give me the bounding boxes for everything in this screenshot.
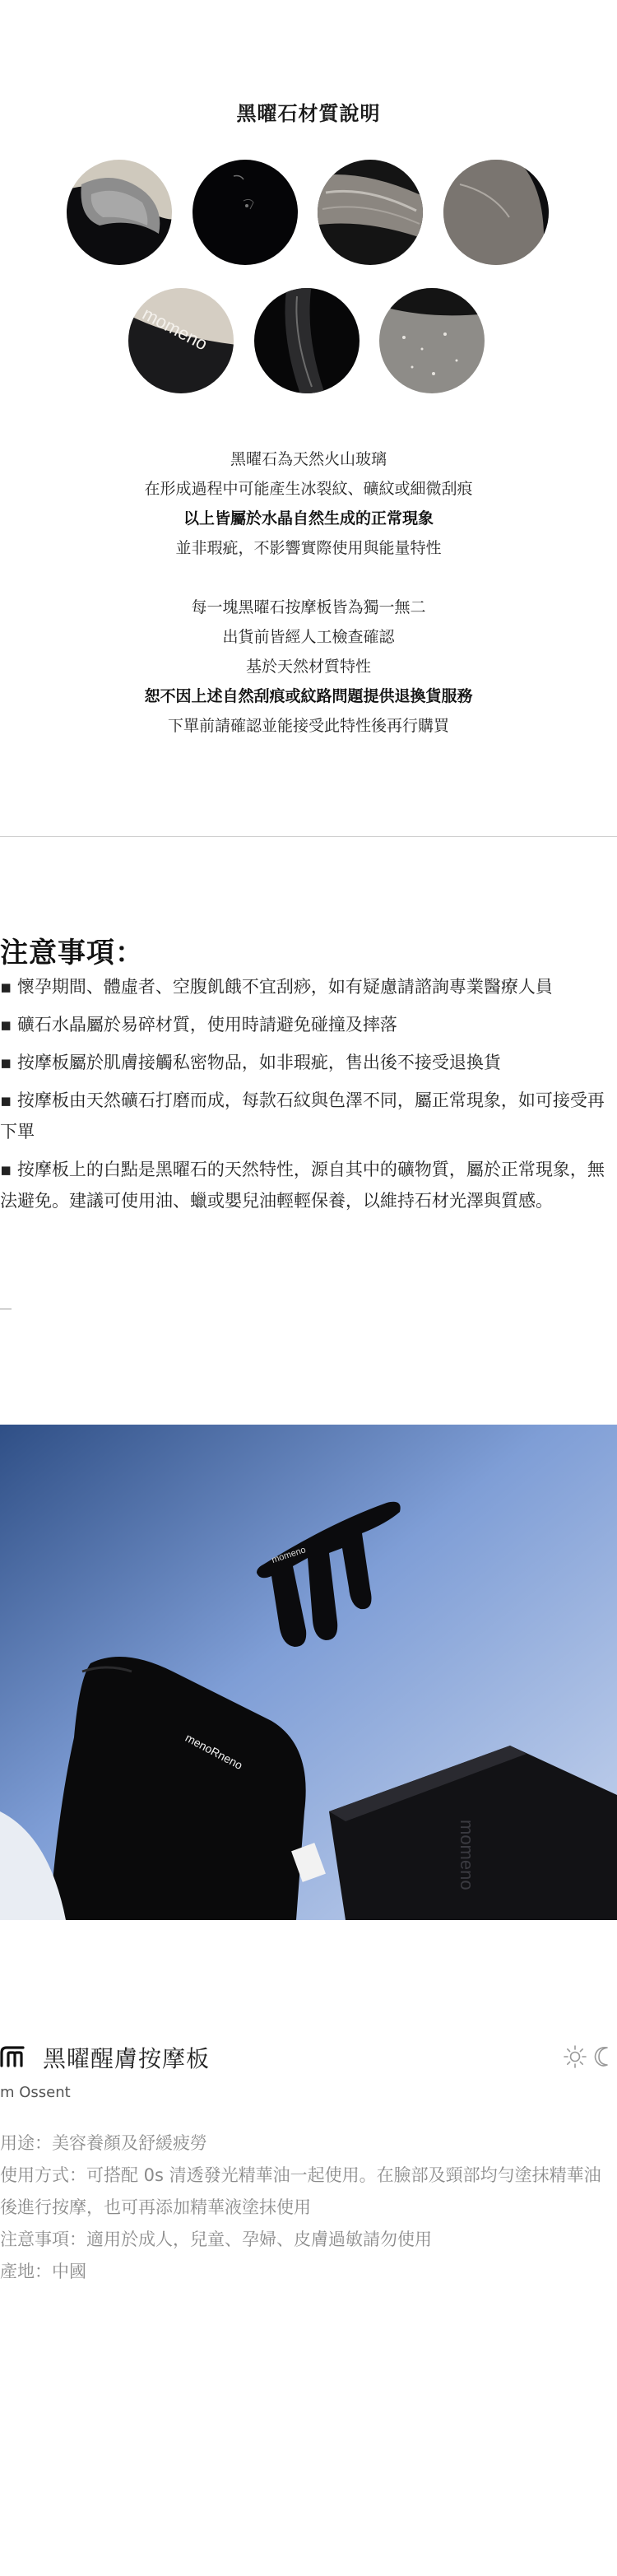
product-detail-line: 產地：中國 <box>0 2262 86 2281</box>
notice-item: ▪ 懷孕期間、體虛者、空腹飢餓不宜刮痧，如有疑慮請諮詢專業醫療人員 <box>0 977 553 997</box>
product-photo <box>0 1425 617 1920</box>
material-description-2 <box>0 593 617 741</box>
box-brand-text: momeno <box>457 1820 477 1890</box>
product-name: 黑曜醒膚按摩板 <box>43 2045 211 2072</box>
desc-line: 每一塊黑曜石按摩板皆為獨一無二 <box>191 598 426 616</box>
notice-item: ▪ 礦石水晶屬於易碎材質，使用時請避免碰撞及摔落 <box>0 1015 397 1035</box>
brand-m-logo-icon <box>0 2041 30 2071</box>
obsidian-photo-1 <box>67 160 172 265</box>
notice-list <box>0 971 617 1223</box>
obsidian-photo-2 <box>193 160 298 265</box>
section-divider <box>0 836 617 837</box>
obsidian-photo-4 <box>443 160 549 265</box>
desc-line: 黑曜石為天然火山玻璃 <box>230 450 387 468</box>
desc-line: 出貨前皆經人工檢查確認 <box>222 628 395 646</box>
notice-item: ▪ 按摩板由天然礦石打磨而成，每款石紋與色澤不同，屬正常現象，如可接受再下單 <box>0 1090 605 1142</box>
product-detail-line: 用途：美容養顏及舒緩疲勞 <box>0 2133 207 2153</box>
desc-line: 基於天然材質特性 <box>245 658 371 676</box>
product-detail-line: 使用方式：可搭配 0s 清透發光精華油一起使用。在臉部及頸部均勻塗抹精華油後進行按摩，也可再添加精華液塗抹使用 <box>0 2165 601 2217</box>
sun-icon[interactable] <box>563 2044 587 2069</box>
notice-item: ▪ 按摩板屬於肌膚接觸私密物品，如非瑕疵，售出後不接受退換貨 <box>0 1053 501 1072</box>
notice-title: 注意事項： <box>0 937 144 969</box>
obsidian-photo-5 <box>128 288 234 393</box>
material-description-1 <box>0 444 617 563</box>
desc-line: 並非瑕疵，不影響實際使用與能量特性 <box>175 539 442 557</box>
notice-item: ▪ 按摩板上的白點是黑曜石的天然特性，源自其中的礦物質，屬於正常現象，無法避免。建議可使用油、蠟或嬰兒油輕輕保養，以維持石材光澤與質感。 <box>0 1160 605 1211</box>
product-detail-line: 注意事項：適用於成人，兒童、孕婦、皮膚過敏請勿使用 <box>0 2230 432 2249</box>
desc-line-emphasis: 恕不因上述自然刮痕或紋路問題提供退換貨服務 <box>144 687 473 705</box>
pouch-brand-text: menoRneno <box>183 1731 245 1773</box>
tool-brand-text: momeno <box>270 1545 308 1565</box>
photo-brand-text: momeno <box>139 303 211 355</box>
product-header <box>0 2039 617 2072</box>
desc-line: 下單前請確認並能接受此特性後再行購買 <box>167 717 449 735</box>
material-section-title: 黑曜石材質說明 <box>236 102 381 125</box>
product-subtitle: m Ossent <box>0 2084 71 2101</box>
obsidian-photo-7 <box>379 288 485 393</box>
moon-icon[interactable] <box>592 2044 615 2067</box>
obsidian-photo-3 <box>318 160 423 265</box>
obsidian-photo-6 <box>254 288 360 393</box>
product-details <box>0 2127 617 2288</box>
desc-line: 在形成過程中可能產生冰裂紋、礦紋或細微刮痕 <box>144 480 473 498</box>
desc-line-emphasis: 以上皆屬於水晶自然生成的正常現象 <box>183 509 434 528</box>
